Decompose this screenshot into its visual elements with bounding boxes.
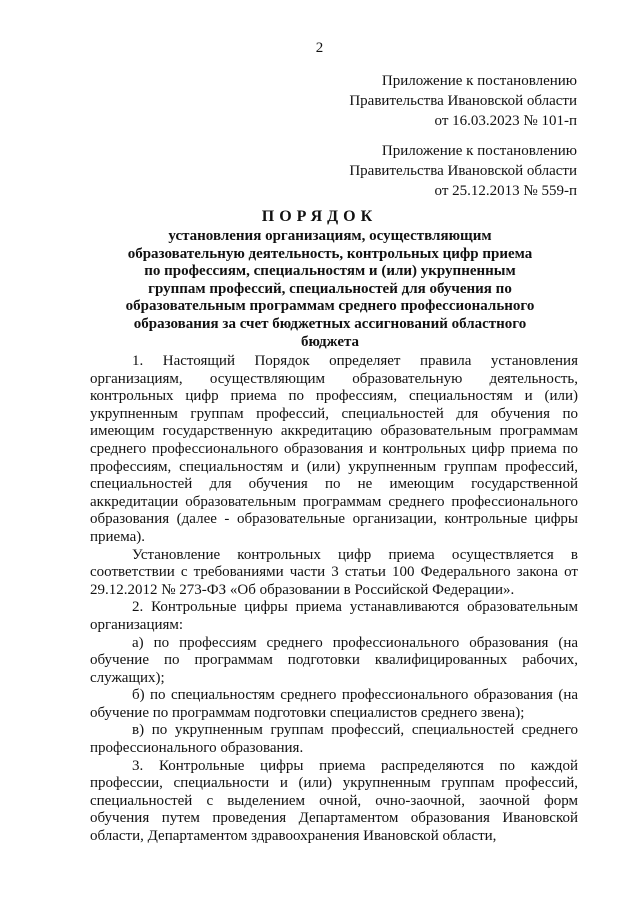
appendix-header-2013 (349, 141, 577, 201)
appendix-line: Правительства Ивановской области (349, 93, 577, 109)
body-paragraph: 2. Контрольные цифры приема устанавливаются образовательным организациям: (90, 599, 578, 633)
document-title: ПОРЯДОК (261, 208, 378, 225)
appendix-line: Приложение к постановлению (381, 143, 577, 159)
appendix-line: Правительства Ивановской области (349, 163, 577, 179)
body-paragraph: б) по специальностям среднего профессионального образования (на обучение по программам подготовки специалистов среднего звена); (90, 687, 578, 721)
body-paragraph: в) по укрупненным группам профессий, специальностей среднего профессионального образования. (90, 722, 578, 757)
body-paragraph: 1. Настоящий Порядок определяет правила установления организациям, осуществляющим образовательную деятельность, контрольных цифр приема по профессиям, специальностям и (или) укрупненным группам профессий, специальностей для обучения по имеющим государственную аккредитацию образовательным программам среднего профессионального образования и контрольных цифр приема по профессиям, специальностям и (или) укрупненным группам профессий, специальностей для обучения по не имеющим государственной аккредитации образовательным программам среднего профессионального образования (далее - образовательные организации, контрольные цифры приема). (90, 353, 578, 545)
appendix-line: от 16.03.2023 № 101-п (434, 113, 577, 129)
appendix-line: от 25.12.2013 № 559-п (434, 183, 577, 199)
body-paragraph: Установление контрольных цифр приема осуществляется в соответствии с требованиями части 3 статьи 100 Федерального закона от 29.12.2012 № 273-ФЗ «Об образовании в Российской Федерации». (90, 546, 578, 598)
body-paragraph: 3. Контрольные цифры приема распределяются по каждой профессии, специальности и (или) укрупненным группам профессий, специальностей с выделением очной, очно-заочной, заочной форм обучения путем проведения Департаментом образования Ивановской области, Департаментом здравоохранения Ивановской области, (90, 757, 578, 845)
body-paragraph: а) по профессиям среднего профессионального образования (на обучение по программам подготовки квалифицированных рабочих, служащих); (90, 634, 578, 686)
page-number: 2 (315, 40, 324, 56)
document-subtitle: установления организациям, осуществляющим образовательную деятельность, контрольных цифр приема по профессиям, специальностям и (или) укрупненным группам профессий, специальностей для обучения по образовательным программам среднего профессионального образования за счет бюджетных ассигнований областного бюджета (125, 228, 535, 350)
appendix-line: Приложение к постановлению (381, 73, 577, 89)
appendix-header-2023 (349, 71, 577, 131)
document-body (90, 353, 578, 846)
